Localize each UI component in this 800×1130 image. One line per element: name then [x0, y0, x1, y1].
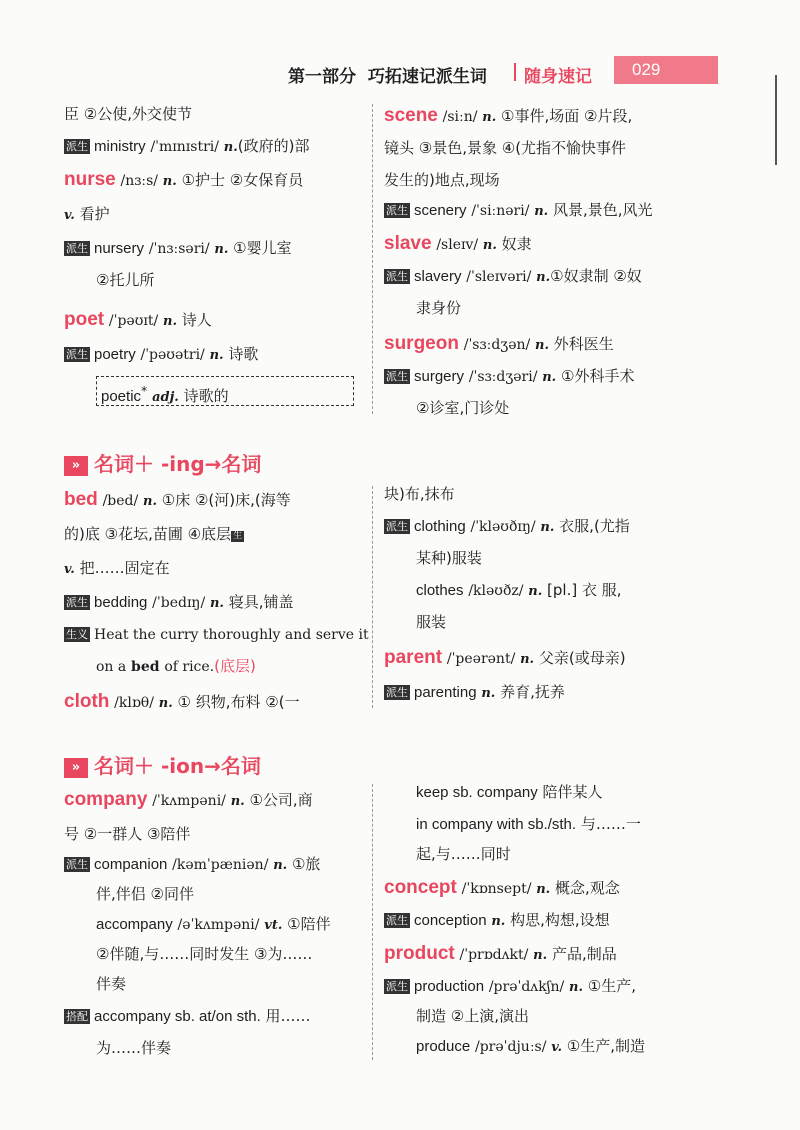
definition: 把……固定在 [79, 559, 170, 577]
double-chevron-icon: » [64, 758, 88, 778]
entry-accompany [96, 914, 331, 936]
phrase: keep sb. company [416, 784, 538, 801]
definition: (政府的)部 [237, 137, 310, 155]
pos: n. [535, 338, 549, 353]
phonetic: /ˈsleɪvəri/ [466, 269, 532, 285]
pos: n. [158, 696, 173, 711]
line [64, 558, 170, 580]
derived-tag: 派生 [66, 242, 88, 255]
phrase-keep-company [416, 782, 603, 803]
pos: v. [64, 562, 75, 577]
word: clothing [414, 518, 466, 535]
section-heading-ion [64, 750, 261, 779]
definition: 用…… [265, 1007, 311, 1025]
phonetic: /ˈnɜːsəri/ [148, 241, 210, 257]
pos: v. [64, 208, 75, 223]
definition: [pl.] 衣 服, [547, 581, 622, 599]
pos: n. [482, 238, 497, 253]
line [64, 524, 248, 544]
headword: bed [64, 489, 98, 510]
line: 某种)服装 [416, 549, 482, 567]
line: 发生的)地点,现场 [384, 171, 500, 189]
phonetic: /ˈkʌmpəni/ [152, 793, 226, 809]
definition: 看护 [79, 205, 110, 223]
line: 伴奏 [96, 975, 127, 993]
headword: product [384, 943, 455, 964]
entry-company [64, 790, 313, 812]
entry-product [384, 944, 617, 966]
headword: parent [384, 647, 443, 668]
derived-tag: 派生 [386, 370, 408, 383]
definition: ①旅 [291, 855, 321, 873]
pos: n. [230, 794, 245, 809]
phonetic: /bed/ [102, 493, 139, 509]
pos: n. [163, 314, 177, 329]
entry-scene [384, 106, 632, 128]
phonetic: /əˈkʌmpəni/ [177, 917, 260, 933]
definition: ①生产,制造 [566, 1037, 646, 1055]
entry-poetry [64, 344, 258, 366]
section-label: 随身速记 [524, 67, 592, 87]
definition: ① 织物,布料 ②(一 [177, 693, 300, 711]
pos: n. [569, 980, 584, 995]
collocation-line [64, 1006, 311, 1027]
definition: 养育,抚养 [500, 683, 565, 701]
headword: scene [384, 105, 438, 126]
page-number: 029 [632, 60, 661, 79]
example-line [96, 656, 256, 677]
entry-bedding [64, 592, 294, 614]
definition: 的)底 ③花坛,苗圃 ④底层 [64, 525, 232, 543]
word: companion [94, 856, 168, 873]
meaning-mark: 生 [233, 531, 243, 541]
phonetic: /ˈbedɪŋ/ [152, 595, 206, 611]
definition: ①床 ②(河)床,(海等 [161, 491, 291, 509]
line: 隶身份 [416, 299, 462, 317]
line: 号 ②一群人 ③陪伴 [64, 825, 191, 843]
headword: nurse [64, 169, 116, 190]
derived-tag: 派生 [386, 204, 408, 217]
header-part [288, 62, 487, 87]
phonetic: /prəˈdjuːs/ [475, 1039, 547, 1055]
phonetic: /klɒθ/ [114, 695, 154, 711]
phonetic: /nɜːs/ [120, 173, 159, 189]
section-prefix: 名词＋ [94, 452, 154, 476]
definition: 产品,制品 [551, 945, 617, 963]
derived-tag: 派生 [386, 520, 408, 533]
entry-slavery [384, 266, 642, 288]
derived-tag: 派生 [66, 140, 88, 153]
definition: 父亲(或母亲) [538, 649, 626, 667]
line: 起,与……同时 [416, 845, 511, 863]
definition: ①护士 ②女保育员 [181, 171, 304, 189]
phonetic: /ˈkləʊðɪŋ/ [470, 519, 536, 535]
column-divider [372, 486, 373, 708]
line: ②托儿所 [96, 271, 155, 289]
entry-bed [64, 490, 291, 512]
derived-tag: 派生 [66, 348, 88, 361]
line: 块)布,抹布 [384, 485, 455, 503]
word: ministry [94, 138, 146, 155]
pos: adj. [152, 390, 179, 405]
word: surgery [414, 368, 465, 385]
pos: n. [209, 596, 224, 611]
example-text: on a [96, 659, 127, 675]
section-suffix: -ing→名词 [160, 452, 262, 476]
phonetic: /ˈsɜːdʒəri/ [468, 369, 538, 385]
word: parenting [414, 684, 477, 701]
section-prefix: 名词＋ [94, 754, 154, 778]
entry-nursery [64, 238, 292, 260]
line [64, 204, 110, 226]
definition: 风景,景色,风光 [553, 201, 653, 219]
phonetic: /ˈprɒdʌkt/ [459, 947, 529, 963]
definition: 奴隶 [501, 235, 532, 253]
pos: v. [551, 1040, 563, 1055]
collocation-tag: 搭配 [66, 1010, 88, 1023]
derived-tag: 派生 [386, 914, 408, 927]
phonetic: /ˈpəʊətri/ [140, 347, 205, 363]
word: scenery [414, 202, 467, 219]
headword: company [64, 789, 148, 810]
word: clothes [416, 582, 464, 599]
pos: n. [273, 858, 288, 873]
column-divider [372, 784, 373, 1060]
example-bold: bed [131, 659, 160, 675]
definition: 衣服,(尤指 [559, 517, 630, 535]
pos: n. [540, 520, 555, 535]
derived-tag: 派生 [386, 686, 408, 699]
star: * [141, 383, 148, 398]
line: ②伴随,与……同时发生 ③为…… [96, 945, 313, 963]
line: 臣 ②公使,外交使节 [64, 105, 192, 123]
line: 镜头 ③景色,景象 ④(尤指不愉快事件 [384, 139, 627, 157]
pos: n. [520, 652, 535, 667]
definition: ①奴隶制 ②奴 [550, 267, 642, 285]
entry-parenting [384, 682, 565, 704]
phonetic: /kləʊðz/ [468, 583, 524, 599]
poetic-box [96, 376, 354, 406]
definition: 与……一 [580, 815, 641, 833]
section-suffix: -ion→名词 [160, 754, 261, 778]
phonetic: /siːn/ [442, 109, 478, 125]
pos: n. [223, 140, 238, 155]
line: 伴,伴侣 ②同伴 [96, 885, 194, 903]
definition: ①公司,商 [249, 791, 313, 809]
pos: n. [481, 686, 496, 701]
entry-parent [384, 648, 626, 670]
definition: 寝具,铺盖 [228, 593, 294, 611]
derived-tag: 派生 [66, 858, 88, 871]
line: 服装 [416, 613, 447, 631]
derived-tag: 派生 [386, 980, 408, 993]
pos: n. [491, 914, 506, 929]
definition: 陪伴某人 [542, 783, 603, 801]
entry-slave [384, 234, 532, 256]
phonetic: /ˈmɪnɪstri/ [150, 139, 219, 155]
double-chevron-icon: » [64, 456, 88, 476]
derived-tag: 派生 [66, 596, 88, 609]
pos: n. [534, 204, 549, 219]
phonetic: /ˈsiːnəri/ [471, 203, 530, 219]
phonetic: /kəmˈpæniən/ [172, 857, 269, 873]
pos: n. [209, 348, 224, 363]
definition: ①外科手术 [561, 367, 635, 385]
example-text: of rice. [164, 659, 215, 675]
entry-ministry [64, 136, 309, 158]
definition: ①陪伴 [287, 915, 331, 933]
headword: slave [384, 233, 432, 254]
entry-conception [384, 910, 610, 932]
pos: n. [162, 174, 177, 189]
entry-scenery [384, 200, 653, 222]
definition: ①事件,场面 ②片段, [501, 107, 633, 125]
entry-companion [64, 854, 320, 876]
pos: n. [214, 242, 229, 257]
word: accompany [96, 916, 173, 933]
pos: n. [528, 584, 543, 599]
example-line [64, 624, 369, 645]
word: slavery [414, 268, 462, 285]
entry-cloth [64, 692, 300, 714]
definition: ①婴儿室 [233, 239, 292, 257]
definition: ①生产, [587, 977, 637, 995]
definition: 诗歌的 [183, 387, 229, 405]
pos: n. [143, 494, 157, 509]
pos: n. [536, 882, 551, 897]
phonetic: /ˈpeərənt/ [446, 651, 516, 667]
edge-mark [775, 75, 777, 165]
headword: concept [384, 877, 457, 898]
word: produce [416, 1038, 471, 1055]
section-heading-ing [64, 448, 261, 477]
example-text: Heat the curry thoroughly and serve it [94, 627, 369, 643]
entry-concept [384, 878, 620, 900]
line: 制造 ②上演,演出 [416, 1007, 529, 1025]
part-label: 第一部分 [288, 67, 356, 87]
line: 为……伴奏 [96, 1039, 172, 1057]
definition: 外科医生 [553, 335, 614, 353]
line: ②诊室,门诊处 [416, 399, 510, 417]
phonetic: /prəˈdʌkʃn/ [488, 979, 565, 995]
column-divider [372, 104, 373, 414]
headword: cloth [64, 691, 110, 712]
word: nursery [94, 240, 145, 257]
word: conception [414, 912, 487, 929]
word: poetic [101, 388, 142, 405]
entry-nurse [64, 170, 303, 192]
meaning-tag: 生义 [66, 628, 88, 641]
entry-surgery [384, 366, 634, 388]
phonetic: /sleɪv/ [436, 237, 479, 253]
phrase-in-company [416, 814, 641, 835]
definition: 诗歌 [228, 345, 259, 363]
part-title: 巧拓速记派生词 [367, 67, 487, 87]
page-number-box [614, 56, 718, 84]
entry-clothes [416, 580, 622, 602]
entry-produce [416, 1036, 645, 1058]
pos: n. [536, 270, 551, 285]
derived-tag: 派生 [386, 270, 408, 283]
definition: 概念,观念 [555, 879, 620, 897]
definition: 构思,构想,设想 [510, 911, 610, 929]
pos: vt. [264, 918, 283, 933]
entry-clothing [384, 516, 630, 538]
headword: surgeon [384, 333, 459, 354]
phonetic: /ˈsɜːdʒən/ [463, 337, 531, 353]
word: poetry [94, 346, 136, 363]
pos: n. [542, 370, 557, 385]
word: bedding [94, 594, 148, 611]
phonetic: /ˈpəʊɪt/ [108, 313, 159, 329]
pos: n. [482, 110, 497, 125]
phrase: accompany sb. at/on sth. [94, 1008, 261, 1025]
headword: poet [64, 309, 105, 330]
header-divider [514, 63, 516, 81]
pos: n. [533, 948, 548, 963]
word: production [414, 978, 485, 995]
entry-poetic [101, 381, 229, 408]
entry-surgeon [384, 334, 614, 356]
entry-poet [64, 310, 212, 332]
example-note: (底层) [214, 657, 256, 675]
phonetic: /ˈkɒnsept/ [461, 881, 532, 897]
phrase: in company with sb./sth. [416, 816, 577, 833]
entry-production [384, 976, 636, 998]
definition: 诗人 [181, 311, 212, 329]
